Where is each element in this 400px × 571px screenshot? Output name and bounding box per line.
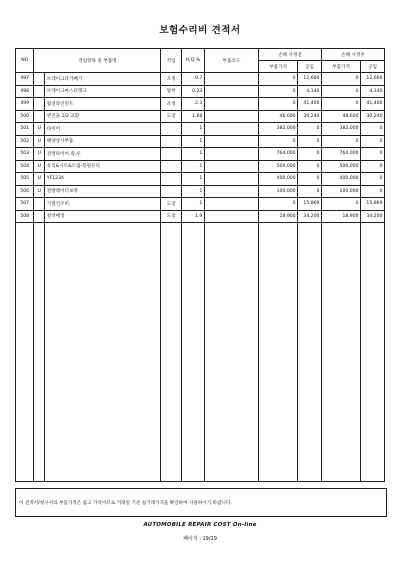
row-part-code [204,185,258,198]
header-work: 작업 [161,49,182,73]
row-after-part-price: 46,600 [321,110,360,123]
row-after-labor: 0 [361,160,385,173]
row-before-part-price: 46,600 [259,110,298,123]
blank-cell [321,223,360,482]
row-quantity: 0.23 [182,85,205,98]
row-no: 501 [16,123,34,136]
blank-cell [259,223,298,482]
row-no: 502 [16,135,34,148]
blank-cell [45,223,161,482]
row-before-labor: 0 [298,160,322,173]
blank-cell [298,223,322,482]
row-work-type [161,148,182,161]
row-after-part-price: 100,000 [321,185,360,198]
row-flag: U [34,123,45,136]
blank-cell [204,223,258,482]
row-no: 499 [16,98,34,111]
row-before-part-price: 500,000 [259,160,298,173]
row-after-part-price: 0 [321,135,360,148]
row-quantity: 1 [182,135,205,148]
row-no: 500 [16,110,34,123]
row-quantity: 1 [182,123,205,136]
header-hours: H,Q,% [182,49,205,73]
row-no: 498 [16,85,34,98]
row-before-part-price: 400,000 [259,173,298,186]
row-part-code [204,135,258,148]
row-work-type [161,135,182,148]
header-item: 작업항목 및 부품명 [34,49,161,73]
row-part-code [204,98,258,111]
blank-cell [361,223,385,482]
row-no: 504 [16,160,34,173]
row-after-labor: 0 [361,173,385,186]
header-before-labor: 공임 [298,61,322,73]
page-number: 페이지 : 19/19 [183,536,217,542]
table-row [16,98,385,111]
row-flag [34,85,45,98]
row-after-labor: 0 [361,123,385,136]
row-after-part-price: 382,000 [321,123,360,136]
header-no: NO [16,49,34,73]
row-quantity: 2.3 [182,98,205,111]
row-flag: U [34,160,45,173]
row-before-part-price: 0 [259,198,298,211]
table-row [16,73,385,86]
row-before-labor: 30,240 [298,110,322,123]
row-after-labor: 0 [361,185,385,198]
row-after-part-price: 18,900 [321,210,360,223]
table-row [16,148,385,161]
row-flag [34,210,45,223]
row-after-labor: 30,240 [361,110,385,123]
row-before-part-price: 0 [259,85,298,98]
row-no: 506 [16,185,34,198]
row-before-labor: 4,140 [298,85,322,98]
row-before-labor: 0 [298,185,322,198]
row-item-name: YF1234 [45,173,161,186]
row-part-code [204,85,258,98]
row-part-code [204,110,258,123]
row-before-part-price: 18,900 [259,210,298,223]
row-quantity: 1 [182,148,205,161]
row-item-name: 엔진을 1/2 교환 [45,110,161,123]
row-part-code [204,210,258,223]
row-before-part-price: 0 [259,135,298,148]
row-item-name: 브레이크마스터탱크 [45,85,161,98]
header-before-group: 손해 사정전 [259,49,322,61]
row-flag [34,198,45,211]
row-after-labor: 15,869 [361,198,385,211]
row-work-type: 탈착 [161,85,182,98]
row-no: 508 [16,210,34,223]
footer-brand: AUTOMOBILE REPAIR COST On-line [143,522,257,528]
row-before-labor: 0 [298,148,322,161]
table-row [16,135,385,148]
row-part-code [204,148,258,161]
row-work-type [161,185,182,198]
row-before-part-price: 0 [259,73,298,86]
row-item-name: 해양상사부품 [45,135,161,148]
row-flag: U [34,185,45,198]
blank-rows-area [16,223,385,482]
table-row [16,173,385,186]
blank-cell [34,223,45,482]
row-after-part-price: 500,000 [321,160,360,173]
row-before-labor: 15,869 [298,198,322,211]
row-work-type: 도장 [161,198,182,211]
row-no: 497 [16,73,34,86]
header-code: 부품코드 [204,49,258,73]
row-before-labor: 0 [298,123,322,136]
row-after-part-price: 400,000 [321,173,360,186]
row-item-name: 가열건조비 [45,198,161,211]
row-flag [34,73,45,86]
row-quantity: 1 [182,198,205,211]
row-no: 507 [16,198,34,211]
row-no: 503 [16,148,34,161]
row-flag [34,98,45,111]
row-before-labor: 12,600 [298,73,322,86]
row-work-type [161,160,182,173]
row-before-labor: 0 [298,135,322,148]
row-part-code [204,160,258,173]
table-row [16,198,385,211]
row-work-type: 조정 [161,73,182,86]
table-row [16,123,385,136]
row-before-labor: 41,400 [298,98,322,111]
row-quantity: 0.7 [182,73,205,86]
row-after-part-price: 0 [321,85,360,98]
row-item-name: 브레이크라기빼기 [45,73,161,86]
row-after-part-price: 0 [321,198,360,211]
row-work-type: 도장 [161,110,182,123]
row-quantity: 1.9 [182,210,205,223]
row-item-name: 타이어 [45,123,161,136]
row-after-labor: 34,200 [361,210,385,223]
row-work-type [161,123,182,136]
disclaimer-text: 이 견적서/청구서의 부품가격은 참고 가격이므로 거래일 기준 실거래가격을 확인하여 사용하시기 바랍니다. [19,500,232,506]
row-after-part-price: 764,000 [321,148,360,161]
table-row [16,210,385,223]
row-flag: U [34,148,45,161]
row-after-labor: 4,140 [361,85,385,98]
row-after-labor: 41,400 [361,98,385,111]
row-part-code [204,73,258,86]
blank-cell [161,223,182,482]
table-row [16,110,385,123]
row-flag: U [34,135,45,148]
row-after-labor: 0 [361,148,385,161]
row-flag [34,110,45,123]
row-before-part-price: 100,000 [259,185,298,198]
row-flag: U [34,173,45,186]
row-before-labor: 0 [298,173,322,186]
row-before-part-price: 0 [259,98,298,111]
row-part-code [204,123,258,136]
row-no: 505 [16,173,34,186]
blank-cell [16,223,34,482]
row-item-name: 컬러매칭 [45,210,161,223]
row-quantity: 1.68 [182,110,205,123]
row-part-code [204,173,258,186]
row-work-type: 조정 [161,98,182,111]
row-part-code [204,198,258,211]
row-quantity: 1 [182,185,205,198]
row-item-name: 휠얼라인먼트 [45,98,161,111]
row-quantity: 1 [182,173,205,186]
header-after-part-price: 부품가격 [321,61,360,73]
row-item-name: 전방레이더보정 [45,185,161,198]
row-work-type: 도장 [161,210,182,223]
row-after-part-price: 0 [321,73,360,86]
table-row [16,160,385,173]
disclaimer-note [15,488,387,517]
header-before-part-price: 부품가격 [259,61,298,73]
row-before-part-price: 764,000 [259,148,298,161]
estimate-table [15,48,385,482]
header-after-group: 손해 사정후 [321,49,384,61]
table-row [16,185,385,198]
row-before-labor: 34,200 [298,210,322,223]
document-title: 보험수리비 견적서 [159,25,241,36]
row-item-name: 전면타이어 좌,우 [45,148,161,161]
row-work-type [161,173,182,186]
row-item-name: 유리&시트&트림-복원유리 [45,160,161,173]
row-after-labor: 12,600 [361,73,385,86]
row-quantity: 1 [182,160,205,173]
blank-cell [182,223,205,482]
row-before-part-price: 382,000 [259,123,298,136]
row-after-part-price: 0 [321,98,360,111]
header-after-labor: 공임 [361,61,385,73]
row-after-labor: 0 [361,135,385,148]
table-row [16,85,385,98]
